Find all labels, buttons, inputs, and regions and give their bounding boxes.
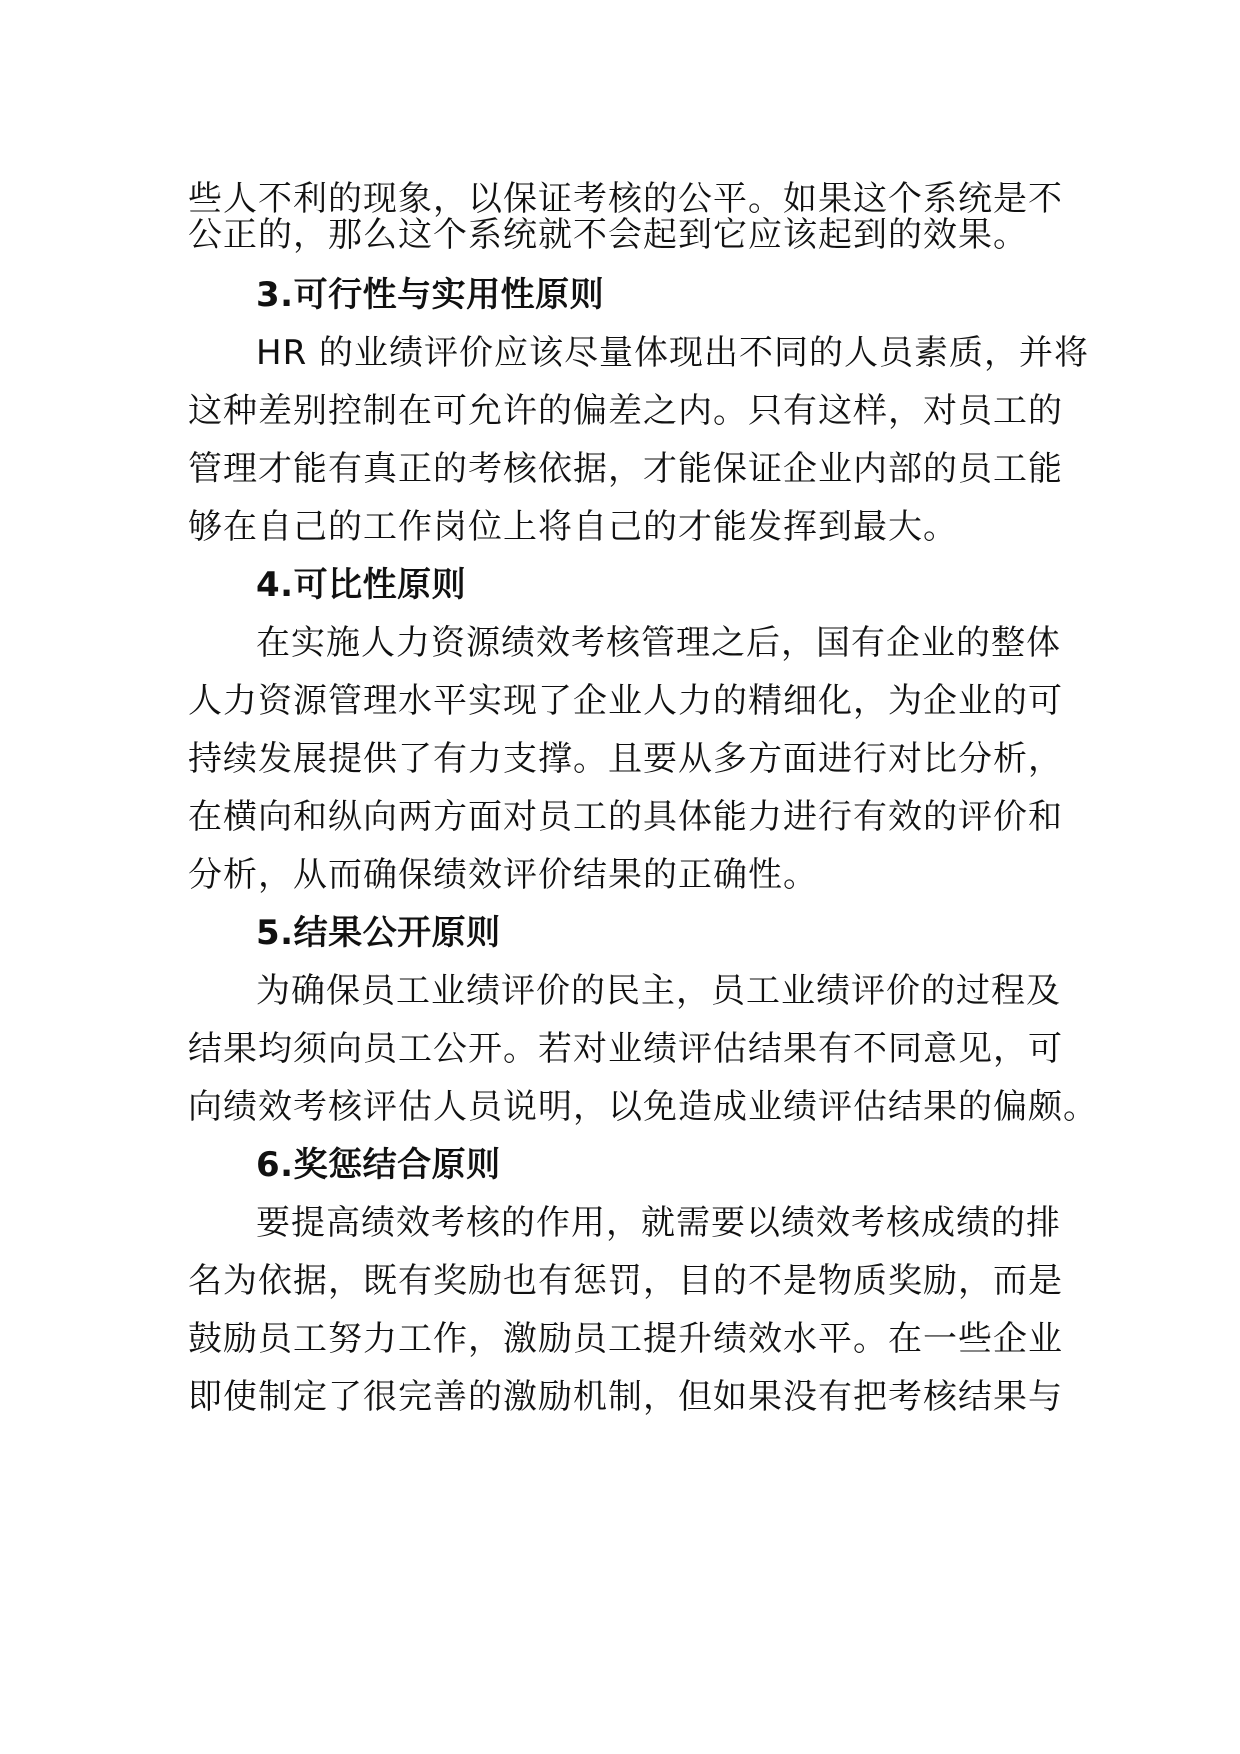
paragraph-line: 这种差别控制在可允许的偏差之内。只有这样，对员工的 [188, 391, 1063, 431]
section-heading: 4.可比性原则 [256, 565, 467, 605]
section-heading: 3.可行性与实用性原则 [256, 275, 605, 315]
paragraph-line: 向绩效考核评估人员说明，以免造成业绩评估结果的偏颇。 [188, 1087, 1098, 1127]
paragraph-line: 人力资源管理水平实现了企业人力的精细化，为企业的可 [188, 681, 1063, 721]
paragraph-line: 鼓励员工努力工作，激励员工提升绩效水平。在一些企业 [188, 1319, 1063, 1359]
paragraph-line: 公正的，那么这个系统就不会起到它应该起到的效果。 [188, 215, 1028, 255]
section-heading: 6.奖惩结合原则 [256, 1145, 501, 1185]
section-heading: 5.结果公开原则 [256, 913, 501, 953]
paragraph-line: 即使制定了很完善的激励机制，但如果没有把考核结果与 [188, 1377, 1063, 1417]
paragraph-line: 名为依据，既有奖励也有惩罚，目的不是物质奖励，而是 [188, 1261, 1063, 1301]
paragraph-line: 持续发展提供了有力支撑。且要从多方面进行对比分析， [188, 739, 1063, 779]
paragraph-line: 结果均须向员工公开。若对业绩评估结果有不同意见，可 [188, 1029, 1063, 1069]
paragraph-line: 分析，从而确保绩效评价结果的正确性。 [188, 855, 818, 895]
paragraph-line: 在横向和纵向两方面对员工的具体能力进行有效的评价和 [188, 797, 1063, 837]
paragraph-line: 在实施人力资源绩效考核管理之后，国有企业的整体 [256, 623, 1061, 663]
paragraph-line: 管理才能有真正的考核依据，才能保证企业内部的员工能 [188, 449, 1063, 489]
paragraph-line: 些人不利的现象，以保证考核的公平。如果这个系统是不 [188, 179, 1063, 219]
paragraph-line: 为确保员工业绩评价的民主，员工业绩评价的过程及 [256, 971, 1061, 1011]
paragraph-line: HR 的业绩评价应该尽量体现出不同的人员素质，并将 [256, 333, 1089, 373]
paragraph-line: 要提高绩效考核的作用，就需要以绩效考核成绩的排 [256, 1203, 1061, 1243]
paragraph-line: 够在自己的工作岗位上将自己的才能发挥到最大。 [188, 507, 958, 547]
